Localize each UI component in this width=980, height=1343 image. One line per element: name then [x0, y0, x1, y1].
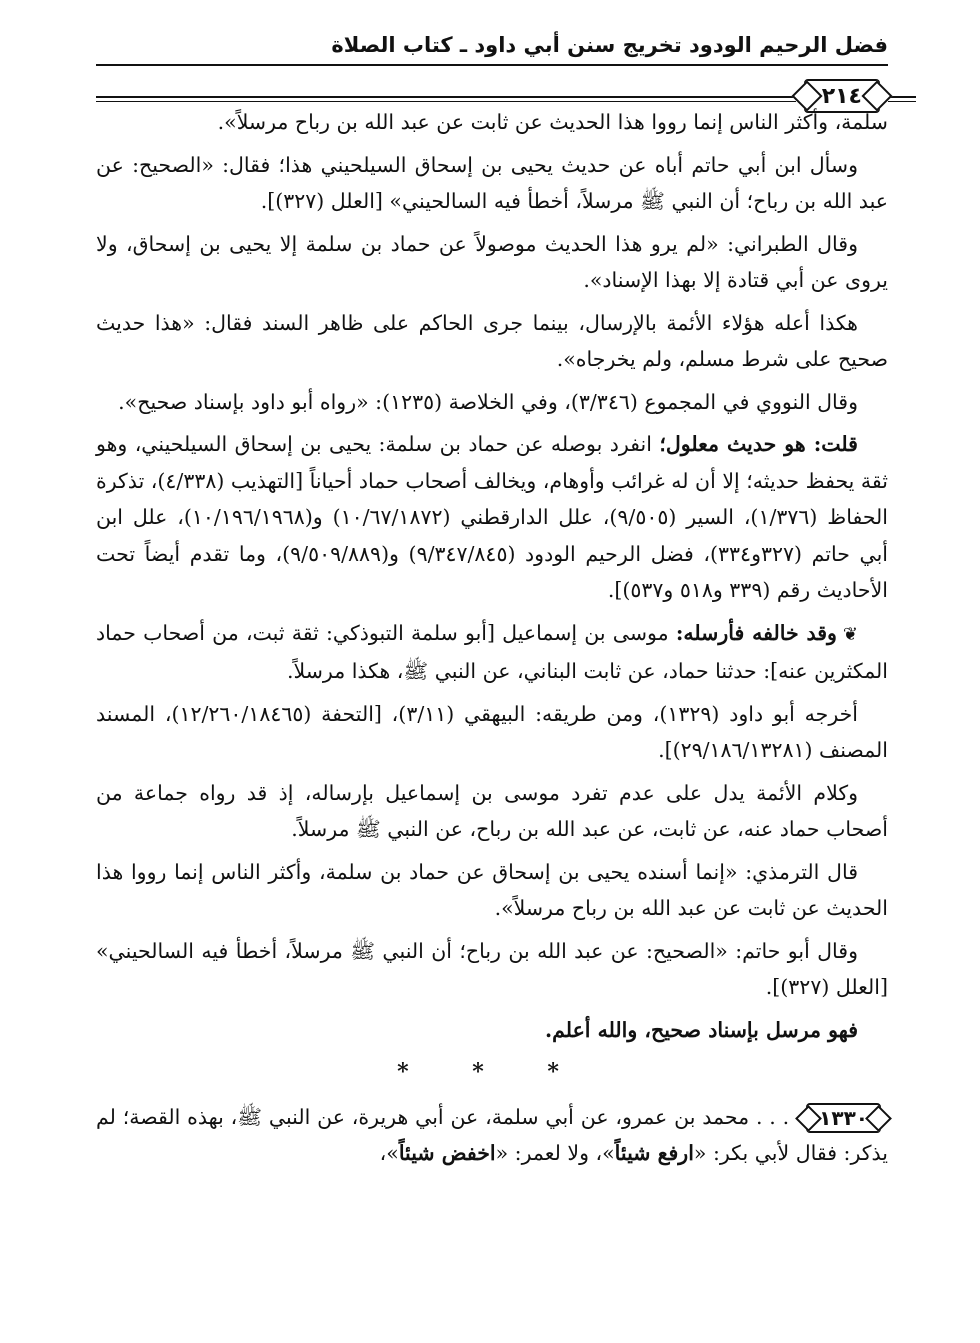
paragraph-8 [96, 696, 888, 769]
hadith-text: . . . محمد بن عمرو، عن أبي سلمة، عن أبي هريرة، عن النبي ﷺ، بهذه القصة؛ لم يذكر: فقال لأبي بكر: « [96, 1104, 888, 1165]
paragraph-text: وقال الطبراني: «لم يرو هذا الحديث موصولاً عن حماد بن سلمة إلا يحيى بن إسحاق، ولا يروى عن أبي قتادة إلا بهذا الإسناد». [96, 231, 888, 292]
paragraph-10 [96, 854, 888, 927]
page-number: ٢١٤ [821, 83, 862, 109]
paragraph-text: انفرد بوصله عن حماد بن سلمة: يحيى بن إسحاق السيلحيني، وهو ثقة يحفظ حديثه؛ إلا أن له غرائب وأوهام، ويخالف أصحاب حماد أحياناً [التهذيب (٤/٣٣٨)، تذكرة الحفاظ (١/٣٧٦)، السير (٩/٥٠٥)، علل الدارقطني (١٠/٦٧/١٨٧٢) و(١٠/١٩٦/١٩٦٨)، علل ابن أبي حاتم (٣٢٧و٣٣٤)، فضل الرحيم الودود (٩/٣٤٧/٨٤٥) و(٩/٥٠٩/٨٨٩)، وما تقدم أيضاً تحت الأحاديث رقم (٣٣٩ و٥١٨ و٥٣٧)]. [96, 432, 888, 602]
header-title: فضل الرحيم الودود تخريج سنن أبي داود ـ كتاب الصلاة [331, 33, 888, 57]
paragraph-lead: وقد خالفه فأرسله: [675, 620, 837, 645]
paragraph-text: سلمة، وأكثر الناس إنما رووا هذا الحديث عن ثابت عن عبد الله بن رباح مرسلاً». [217, 110, 888, 134]
paragraph-12 [96, 1012, 888, 1049]
paragraph-9 [96, 775, 888, 848]
hadith-entry [96, 1099, 888, 1172]
paragraph-6 [96, 426, 888, 609]
paragraph-3 [96, 226, 888, 299]
paragraph-5 [96, 384, 888, 421]
hadith-quote-2: اخفض شيئاً [398, 1141, 496, 1165]
header-rule [96, 64, 888, 66]
hadith-number-frame [799, 1101, 888, 1135]
paragraph-lead: فهو مرسل بإسناد صحيح، والله أعلم. [545, 1017, 858, 1042]
hadith-text-end: »، [379, 1141, 399, 1165]
paragraph-text: وقال النووي في المجموع (٣/٣٤٦)، وفي الخلاصة (١٢٣٥): «رواه أبو داود بإسناد صحيح». [118, 389, 858, 414]
paragraph-1 [96, 104, 888, 141]
hadith-number: ١٣٣٠ [819, 1105, 868, 1130]
paragraph-text: وسأل ابن أبي حاتم أباه عن حديث يحيى بن إسحاق السيلحيني هذا؛ فقال: «الصحيح: عن عبد الله بن رباح؛ أن النبي ﷺ مرسلاً، أخطأ فيه السالحيني» [العلل (٣٢٧)]. [96, 152, 888, 213]
paragraph-lead: قلت: هو حديث معلول؛ [659, 432, 858, 456]
hadith-quote-1: ارفع شيئاً [614, 1141, 694, 1165]
fleuron-icon: ❦ [842, 623, 858, 645]
paragraph-7 [96, 615, 888, 690]
paragraph-text: موسى بن إسماعيل [أبو سلمة التبوذكي: ثقة ثبت، من أصحاب حماد المكثرين عنه]: حدثنا حماد، عن ثابت البناني، عن النبي ﷺ، هكذا مرسلاً. [96, 620, 888, 683]
paragraph-text: وقال أبو حاتم: «الصحيح: عن عبد الله بن رباح؛ أن النبي ﷺ مرسلاً، أخطأ فيه السالحيني» [العلل (٣٢٧)]. [96, 938, 888, 999]
paragraph-4 [96, 305, 888, 378]
paragraph-text: هكذا أعله هؤلاء الأئمة بالإرسال، بينما جرى الحاكم على ظاهر السند فقال: «هذا حديث صحيح على شرط مسلم، ولم يخرجاه». [96, 310, 888, 371]
paragraph-text: قال الترمذي: «إنما أسنده يحيى بن إسحاق عن حماد بن سلمة، وأكثر الناس إنما رووا هذا الحديث عن ثابت عن عبد الله بن رباح مرسلاً». [96, 859, 888, 920]
hadith-text-mid: »، ولا لعمر: « [495, 1141, 615, 1165]
paragraph-11 [96, 933, 888, 1006]
running-header [96, 30, 888, 109]
paragraph-2 [96, 147, 888, 220]
header-double-rule-bottom [96, 101, 916, 102]
section-separator: * * * [397, 1059, 587, 1085]
page-body [96, 104, 888, 1172]
paragraph-text: وكلام الأئمة يدل على عدم تفرد موسى بن إسماعيل بإرساله، إذ قد رواه جماعة من أصحاب حماد عنه، عن ثابت، عن عبد الله بن رباح، عن النبي ﷺ مرسلاً. [96, 780, 888, 841]
paragraph-text: أخرجه أبو داود (١٣٢٩)، ومن طريقه: البيهقي (٣/١١)، [التحفة (١٢/٢٦٠/١٨٤٦٥)، المسند المصنف (٢٩/١٨٦/١٣٢٨١)]. [96, 701, 888, 762]
